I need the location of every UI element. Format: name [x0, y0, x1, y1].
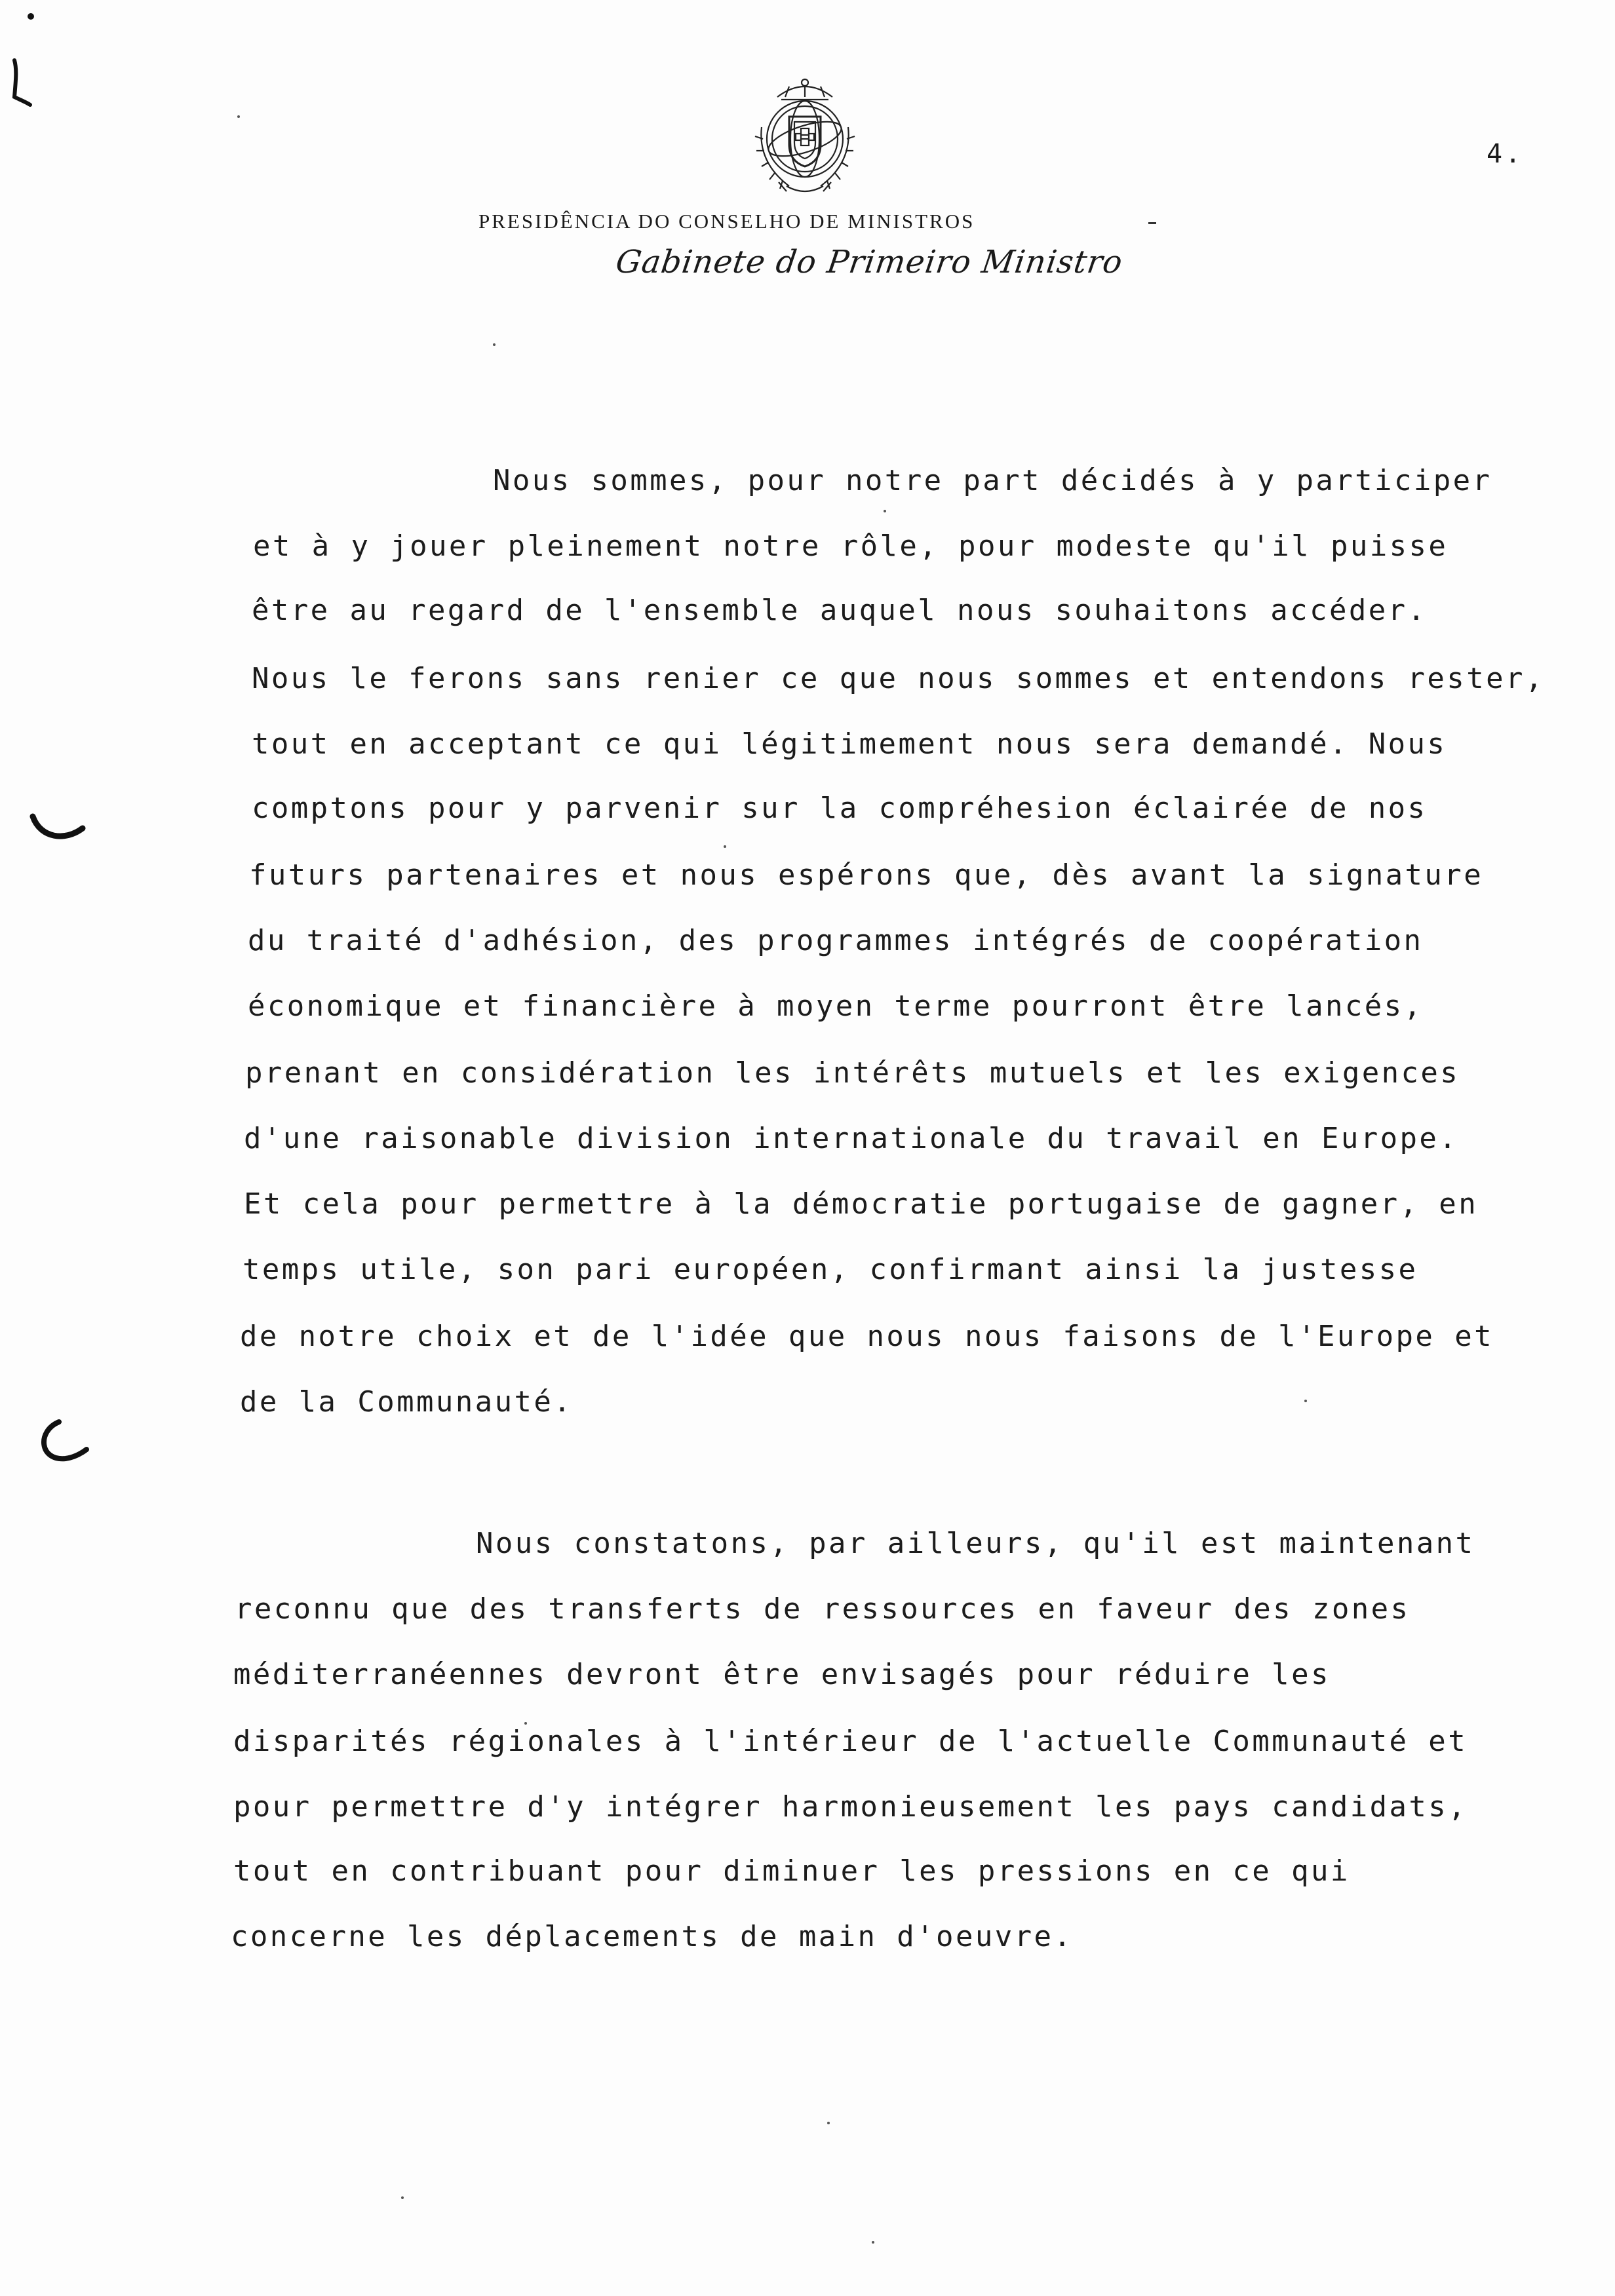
scan-speck [827, 2122, 830, 2124]
scan-speck [884, 510, 886, 512]
text-line: économique et financière à moyen terme pourront être lancés, [248, 989, 1424, 1023]
margin-tick-mark [5, 58, 34, 110]
text-line: du traité d'adhésion, des programmes intégrés de coopération [248, 924, 1424, 957]
text-line: tout en acceptant ce qui légitimement nous sera demandé. Nous [252, 727, 1447, 761]
text-line: de la Communauté. [240, 1385, 574, 1419]
text-line: Nous constatons, par ailleurs, qu'il est maintenant [476, 1527, 1475, 1560]
text-line: disparités régionales à l'intérieur de l'actuelle Communauté et [233, 1725, 1468, 1758]
office-signature-line: Gabinete do Primeiro Ministro [613, 244, 1125, 280]
text-line: pour permettre d'y intégrer harmonieusement les pays candidats, [233, 1790, 1468, 1824]
text-line: futurs partenaires et nous espérons que, dès avant la signature [249, 858, 1484, 892]
text-line: prenant en considération les intérêts mutuels et les exigences [245, 1056, 1460, 1090]
text-line: être au regard de l'ensemble auquel nous souhaitons accéder. [252, 594, 1428, 627]
text-line: concerne les déplacements de main d'oeuvre. [231, 1920, 1074, 1953]
scan-speck [493, 343, 496, 346]
scan-speck [872, 2241, 874, 2244]
corner-dot-mark [28, 13, 34, 20]
scan-speck [1304, 1400, 1307, 1402]
text-line: et à y jouer pleinement notre rôle, pour modeste qu'il puisse [253, 529, 1449, 563]
scan-speck [401, 2196, 404, 2199]
scan-speck [237, 115, 240, 118]
punch-hole-mark-lower [33, 1415, 92, 1468]
text-line: comptons pour y parvenir sur la compréhesion éclairée de nos [252, 792, 1428, 825]
punch-hole-mark-upper [29, 810, 88, 849]
text-line: Nous sommes, pour notre part décidés à y participer [493, 464, 1492, 497]
text-line: Nous le ferons sans renier ce que nous sommes et entendons rester, [252, 662, 1545, 695]
institution-heading: PRESIDÊNCIA DO CONSELHO DE MINISTROS [478, 210, 975, 233]
text-line: Et cela pour permettre à la démocratie portugaise de gagner, en [244, 1187, 1479, 1221]
text-line: tout en contribuant pour diminuer les pressions en ce qui [233, 1854, 1350, 1888]
text-line: temps utile, son pari européen, confirmant ainsi la justesse [243, 1253, 1418, 1286]
text-line: reconnu que des transferts de ressources en faveur des zones [235, 1592, 1411, 1626]
heading-dash-mark [1148, 221, 1158, 225]
coat-of-arms-seal [739, 71, 870, 202]
scan-speck [724, 845, 726, 848]
text-line: de notre choix et de l'idée que nous nous faisons de l'Europe et [240, 1320, 1494, 1353]
page-number: 4. [1487, 139, 1524, 169]
text-line: d'une raisonable division internationale du travail en Europe. [244, 1122, 1459, 1155]
text-line: méditerranéennes devront être envisagés pour réduire les [233, 1658, 1331, 1691]
